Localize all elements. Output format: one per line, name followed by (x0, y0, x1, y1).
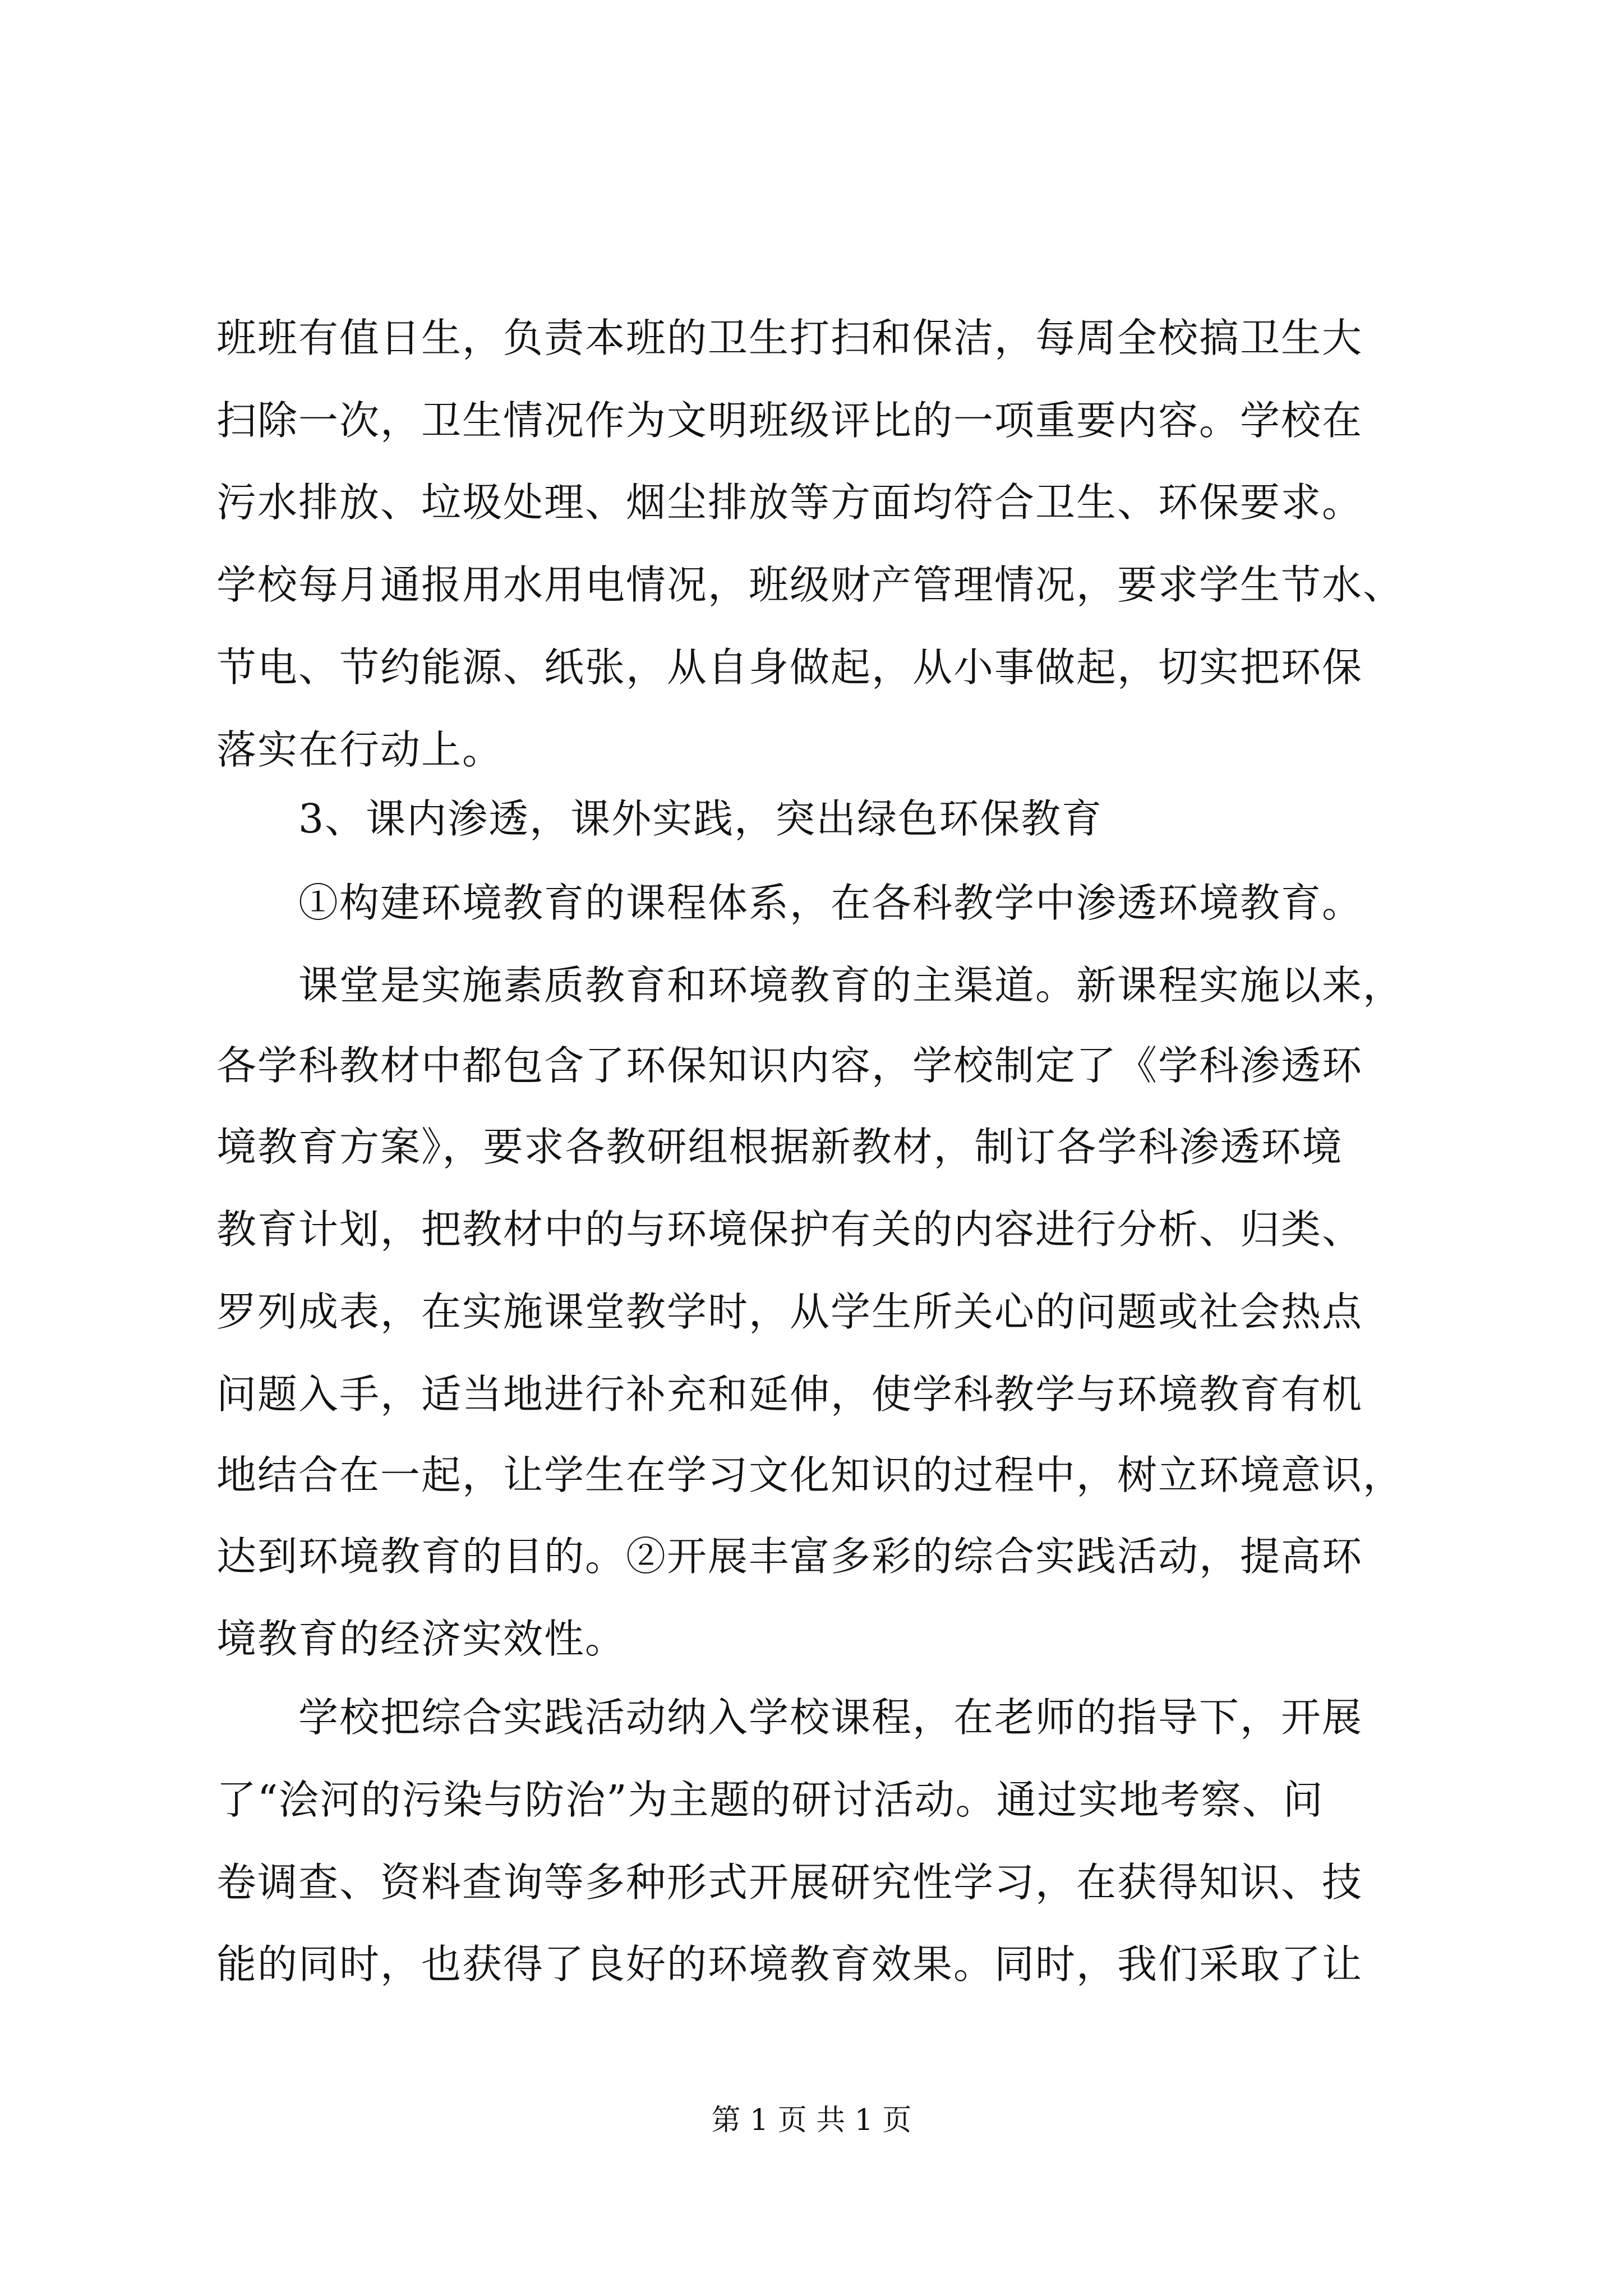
text-line-13: 罗列成表，在实施课堂教学时，从学生所关心的问题或社会热点 (216, 1289, 1363, 1335)
subheading-1: ①构建环境教育的课程体系，在各科教学中渗透环境教育。 (298, 880, 1363, 926)
text-line-11: 境教育方案》，要求各教研组根据新教材，制订各学科渗透环境 (216, 1124, 1343, 1170)
text-line-16: 达到环境教育的目的。②开展丰富多彩的综合实践活动，提高环 (216, 1533, 1363, 1580)
text-line-21: 能的同时，也获得了良好的环境教育效果。同时，我们采取了让 (216, 1941, 1363, 1987)
text-line-10: 各学科教材中都包含了环保知识内容，学校制定了《学科渗透环 (216, 1042, 1363, 1089)
text-line-9: 课堂是实施素质教育和环境教育的主渠道。新课程实施以来， (298, 962, 1404, 1009)
section-heading: 3、课内渗透，课外实践，突出绿色环保教育 (298, 795, 1103, 842)
text-line-19: 了“浍河的污染与防治”为主题的研讨活动。通过实地考察、问 (216, 1777, 1324, 1823)
text-line-14: 问题入手，适当地进行补充和延伸，使学科教学与环境教育有机 (216, 1371, 1363, 1418)
page-footer: 第 1 页 共 1 页 (711, 2104, 912, 2137)
text-line-1: 班班有值日生，负责本班的卫生打扫和保洁，每周全校搞卫生大 (216, 315, 1363, 361)
text-line-3: 污水排放、垃圾处理、烟尘排放等方面均符合卫生、环保要求。 (216, 479, 1363, 526)
text-line-2: 扫除一次，卫生情况作为文明班级评比的一项重要内容。学校在 (216, 397, 1363, 444)
text-line-20: 卷调查、资料查询等多种形式开展研究性学习，在获得知识、技 (216, 1859, 1363, 1906)
text-line-18: 学校把综合实践活动纳入学校课程，在老师的指导下，开展 (298, 1694, 1363, 1741)
text-line-6: 落实在行动上。 (216, 726, 504, 773)
text-line-4: 学校每月通报用水用电情况，班级财产管理情况，要求学生节水、 (216, 562, 1404, 608)
text-line-15: 地结合在一起，让学生在学习文化知识的过程中，树立环境意识， (216, 1452, 1404, 1498)
text-line-12: 教育计划，把教材中的与环境保护有关的内容进行分析、归类、 (216, 1206, 1363, 1253)
text-line-17: 境教育的经济实效性。 (216, 1616, 626, 1662)
text-line-5: 节电、节约能源、纸张，从自身做起，从小事做起，切实把环保 (216, 644, 1363, 691)
